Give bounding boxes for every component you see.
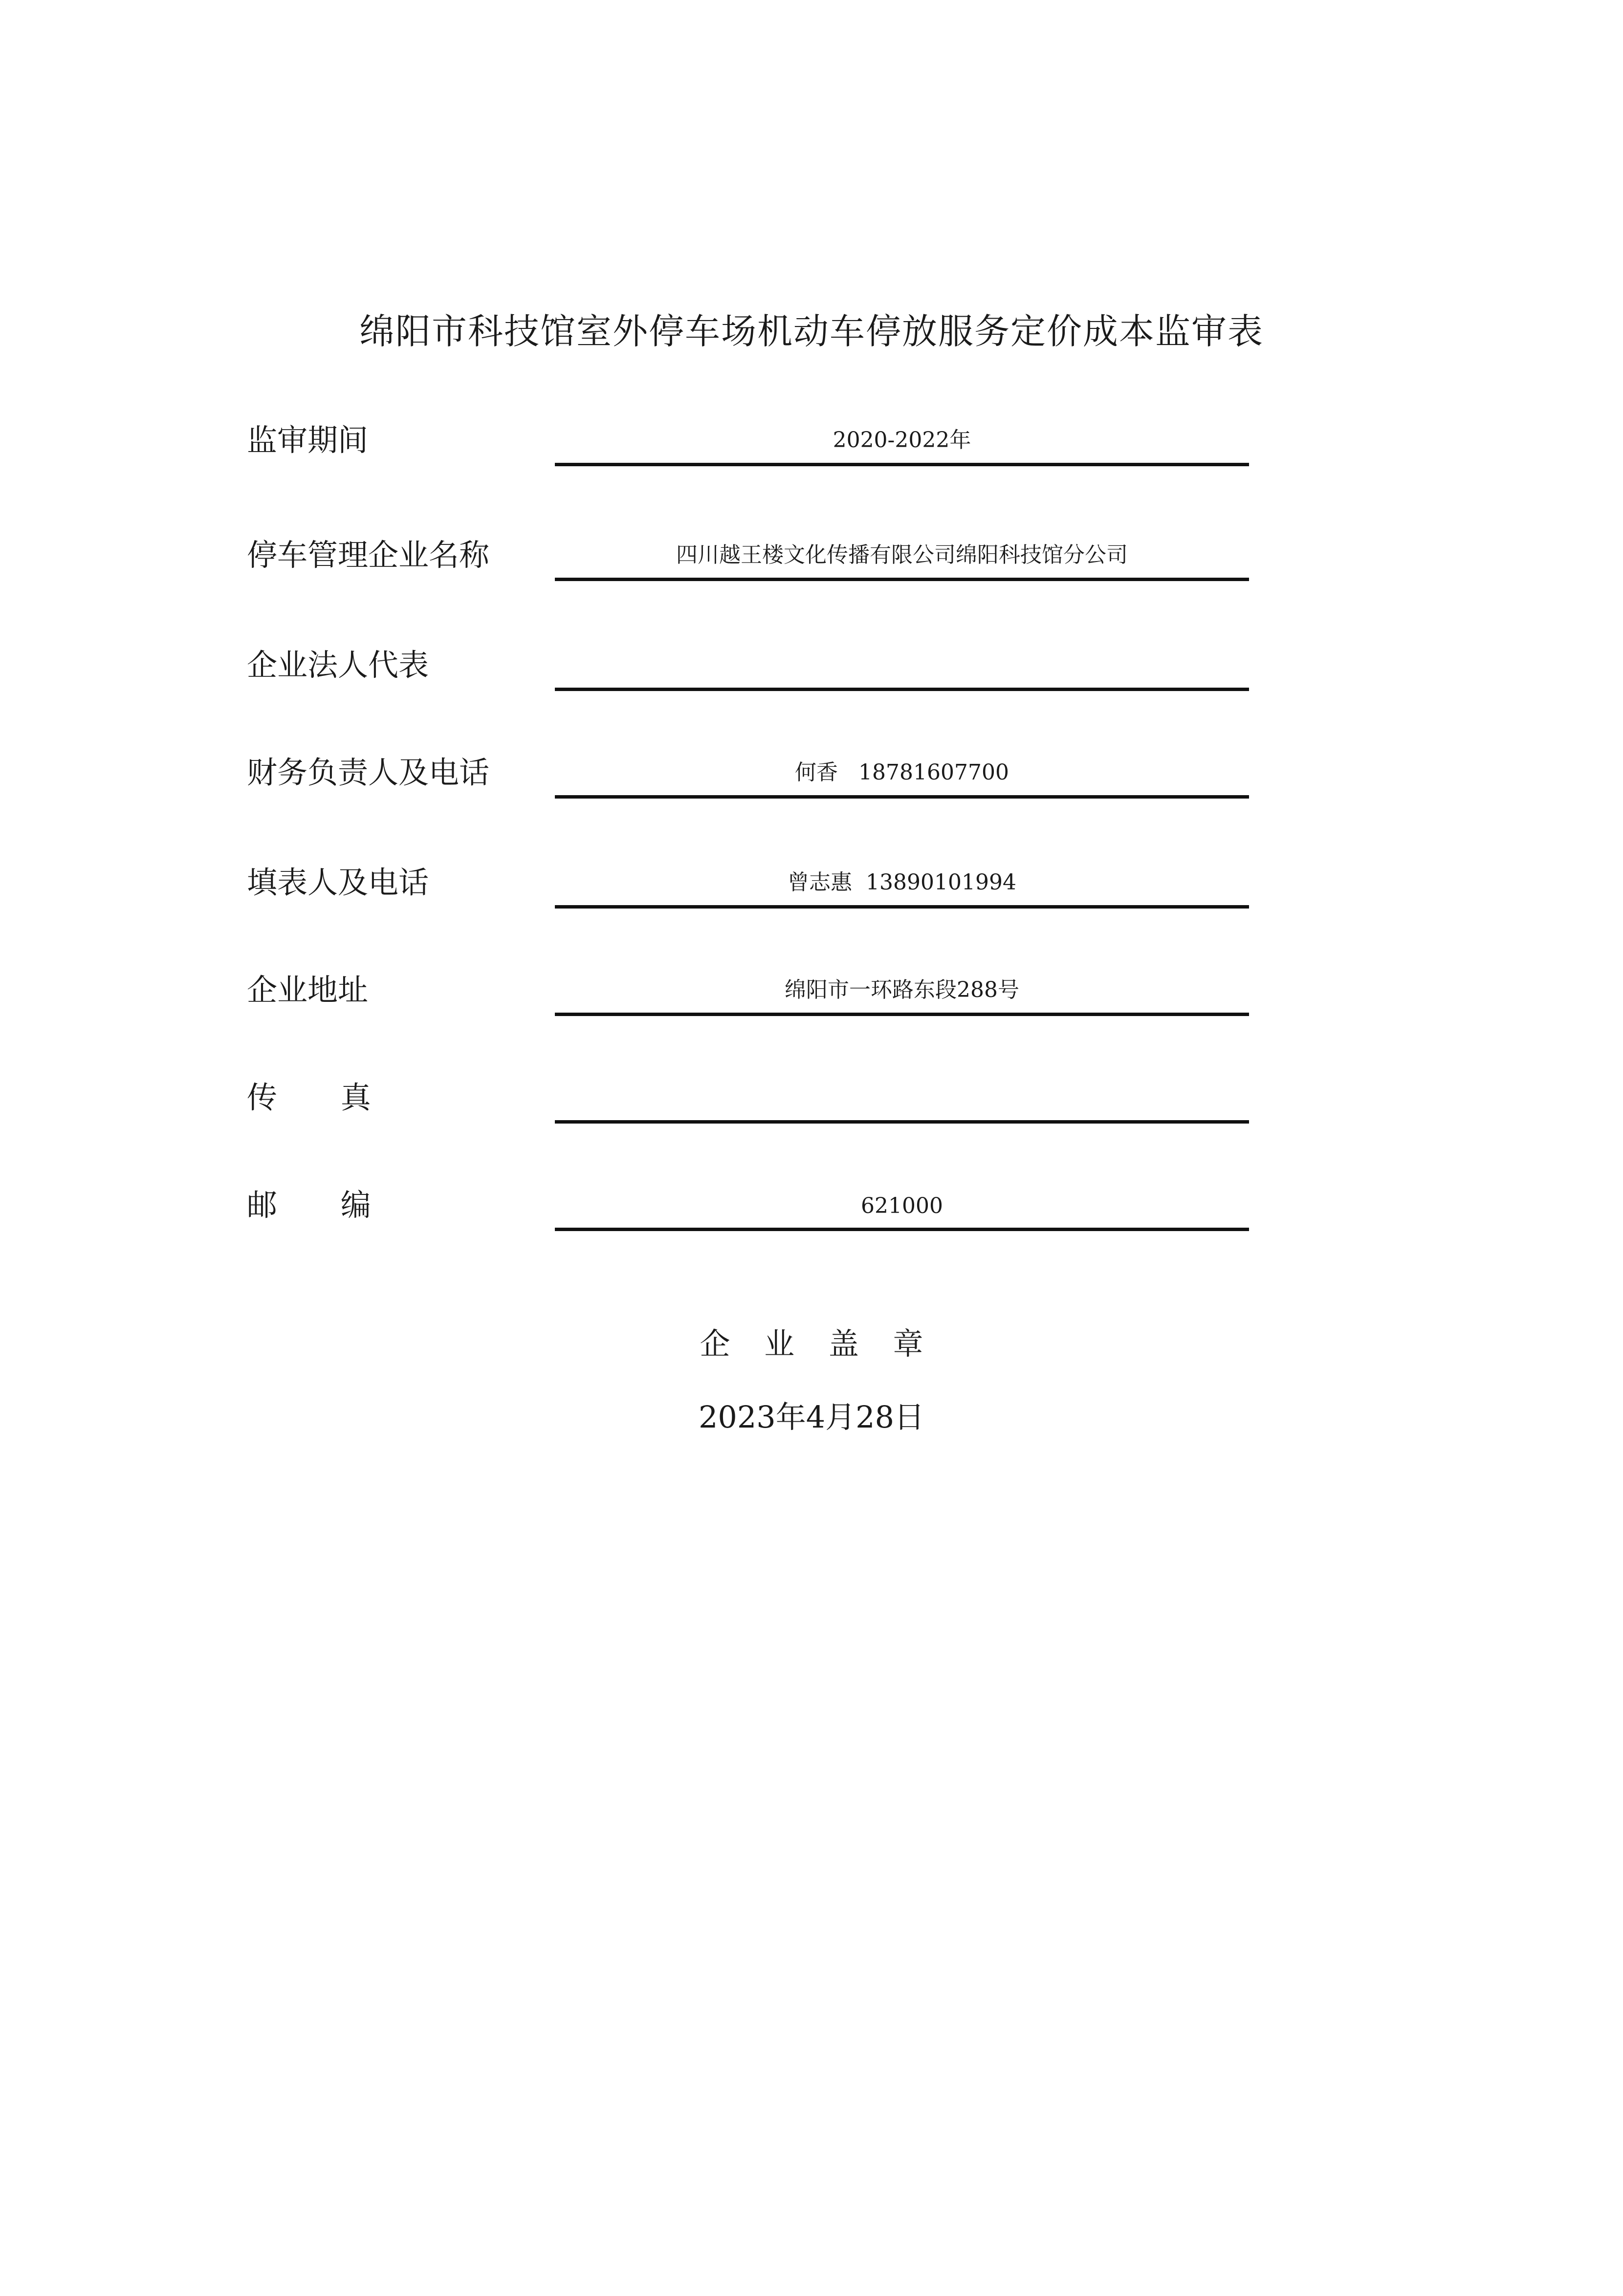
document-date: 2023年4月28日 [698, 1399, 925, 1435]
field-audit-period [247, 401, 1249, 479]
field-value: 曾志惠 13890101994 [788, 870, 1016, 895]
field-value: 621000 [861, 1193, 943, 1218]
field-value: 四川越王楼文化传播有限公司绵阳科技馆分公司 [676, 542, 1128, 567]
underline [555, 463, 1249, 466]
underline [555, 795, 1249, 799]
underline [555, 1120, 1249, 1124]
company-seal-text: 企 业 盖 章 [700, 1326, 923, 1362]
underline [555, 1228, 1249, 1231]
underline [555, 688, 1249, 691]
field-company-address [247, 951, 1249, 1029]
field-legal-representative [247, 626, 1249, 704]
field-form-filler [247, 843, 1249, 921]
field-label: 监审期间 [247, 422, 369, 458]
field-value: 何香 18781607700 [795, 760, 1009, 785]
field-label: 填表人及电话 [247, 865, 429, 900]
field-value: 2020-2022年 [833, 428, 971, 453]
field-value: 绵阳市一环路东段288号 [785, 977, 1019, 1002]
field-label: 邮 编 [247, 1187, 371, 1223]
underline [555, 1013, 1249, 1016]
underline [555, 578, 1249, 581]
field-label: 企业法人代表 [247, 647, 429, 683]
field-finance-contact [247, 733, 1249, 811]
field-postcode [247, 1166, 1249, 1244]
field-label: 停车管理企业名称 [247, 537, 490, 573]
field-label: 企业地址 [247, 972, 369, 1008]
document-title: 绵阳市科技馆室外停车场机动车停放服务定价成本监审表 [359, 311, 1264, 352]
underline [555, 905, 1249, 909]
field-fax [247, 1058, 1249, 1136]
field-company-name [247, 516, 1249, 594]
field-label: 财务负责人及电话 [247, 755, 490, 790]
field-label: 传 真 [247, 1080, 371, 1115]
